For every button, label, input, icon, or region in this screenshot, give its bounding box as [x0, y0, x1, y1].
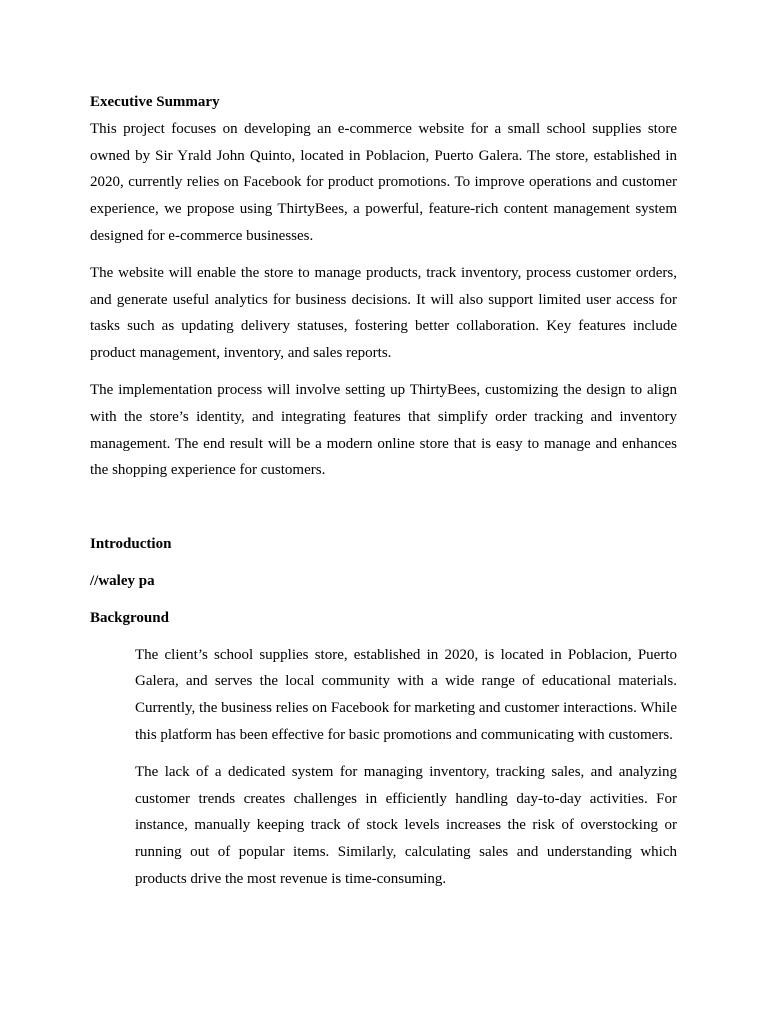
- document-page: [90, 89, 677, 893]
- executive-summary-paragraph-1: This project focuses on developing an e-commerce website for a small school supplies store owned by Sir Yrald John Quinto, located in Poblacion, Puerto Galera. The store, established in 2020, currently relies on Facebook for product promotions. To improve operations and customer experience, we propose using ThirtyBees, a powerful, feature-rich content management system designed for e-commerce businesses.: [90, 120, 677, 244]
- background-heading: Background: [90, 609, 169, 626]
- introduction-note: //waley pa: [90, 572, 155, 589]
- executive-summary-paragraph-2: The website will enable the store to manage products, track inventory, process customer orders, and generate useful analytics for business decisions. It will also support limited user access for tasks such as updating delivery statuses, fostering better collaboration. Key features include product management, inventory, and sales reports.: [90, 264, 677, 362]
- executive-summary-paragraph-3: The implementation process will involve setting up ThirtyBees, customizing the design to align with the store’s identity, and integrating features that simplify order tracking and inventory management. The end result will be a modern online store that is easy to manage and enhances the shopping experience for customers.: [90, 381, 677, 479]
- background-paragraph-1: The client’s school supplies store, established in 2020, is located in Poblacion, Puerto Galera, and serves the local community with a wide range of educational materials. Currently, the business relies on Facebook for marketing and customer interactions. While this platform has been effective for basic promotions and communicating with customers.: [135, 646, 677, 743]
- background-paragraph-2: The lack of a dedicated system for managing inventory, tracking sales, and analyzing customer trends creates challenges in efficiently handling day-to-day activities. For instance, manually keeping track of stock levels increases the risk of overstocking or running out of popular items. Similarly, calculating sales and understanding which products drive the most revenue is time-consuming.: [135, 763, 677, 887]
- executive-summary-heading: Executive Summary: [90, 94, 220, 110]
- introduction-heading: Introduction: [90, 536, 172, 553]
